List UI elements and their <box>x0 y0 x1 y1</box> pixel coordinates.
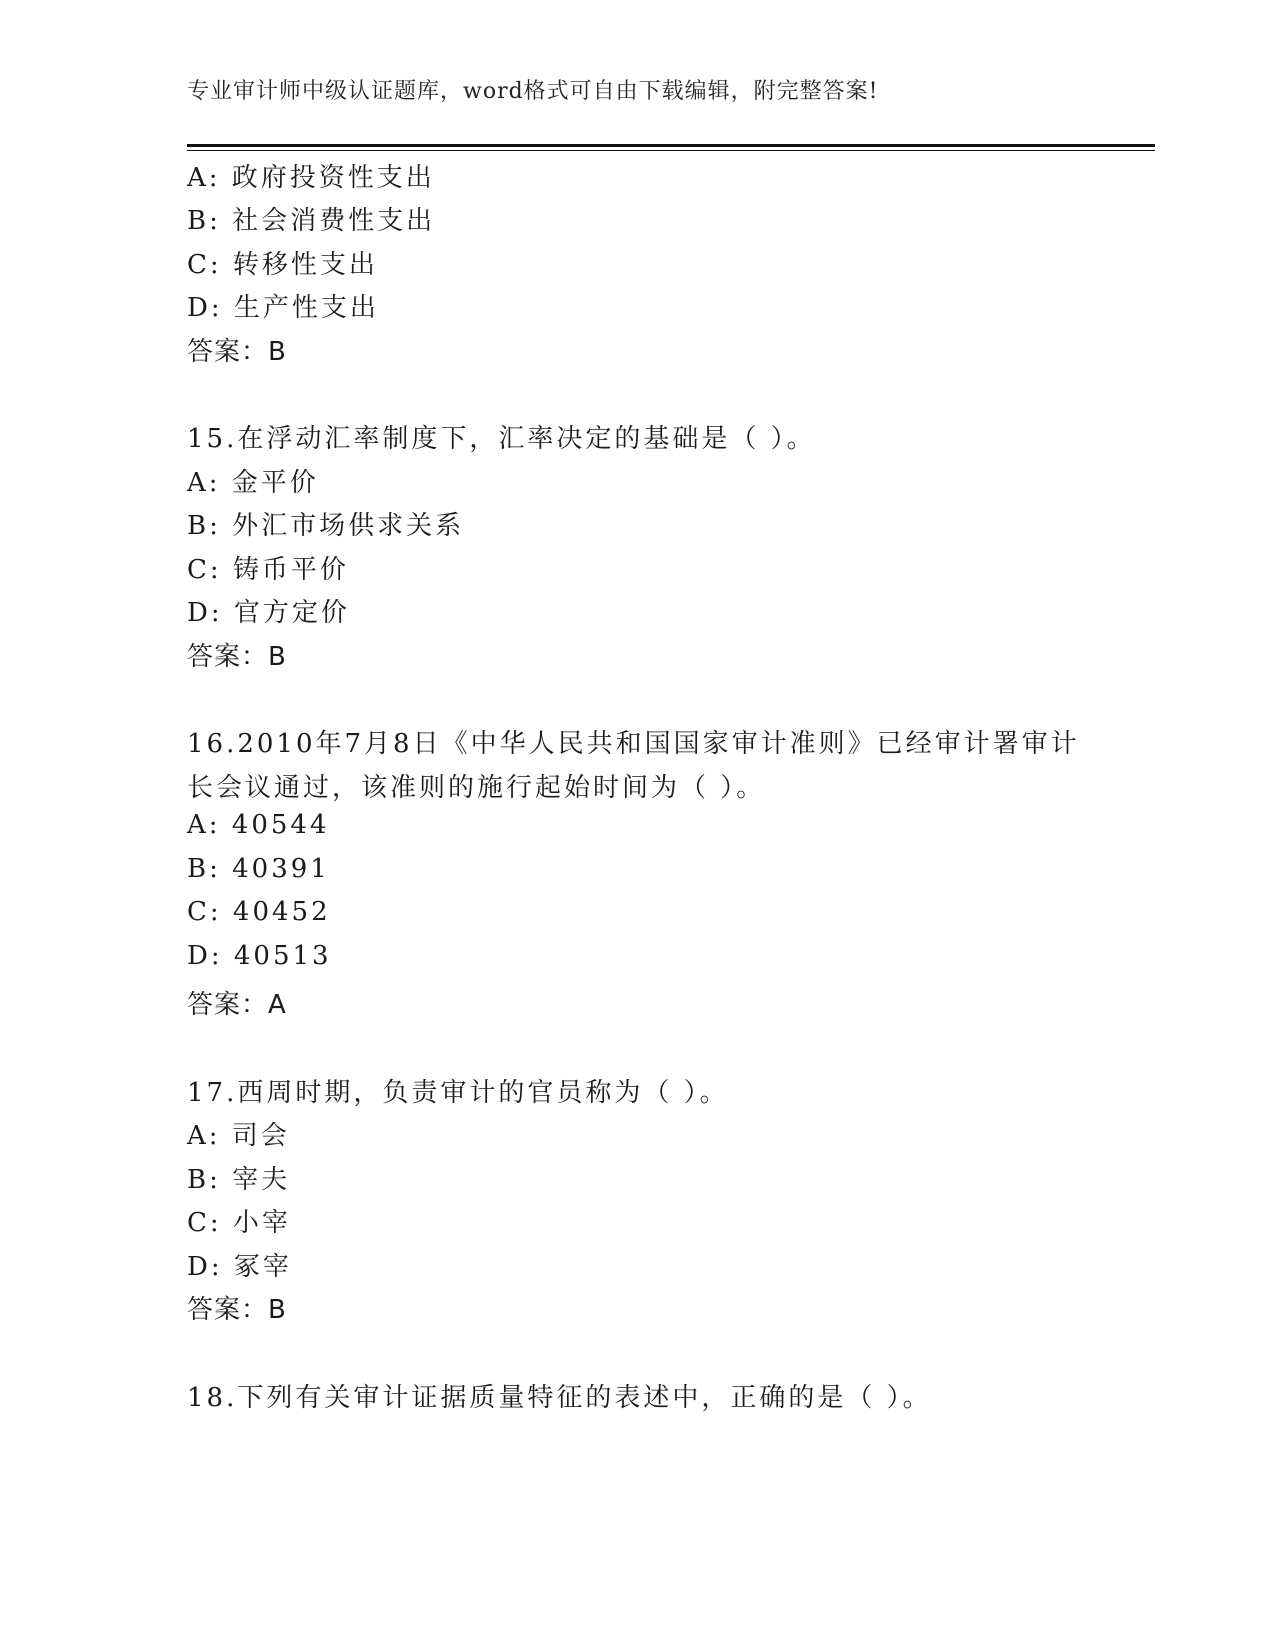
header-divider-thin <box>187 150 1155 151</box>
q16-option-d: D: 40513 <box>187 941 332 971</box>
q17-answer: 答案：B <box>187 1295 287 1325</box>
q17-option-a: A: 司会 <box>187 1121 290 1151</box>
q14-answer: 答案：B <box>187 337 287 367</box>
q17-stem: 17.西周时期，负责审计的官员称为（ ）。 <box>187 1078 729 1108</box>
q14-option-a: A: 政府投资性支出 <box>187 163 435 193</box>
q15-option-d: D: 官方定价 <box>187 598 350 628</box>
q15-option-c: C: 铸币平价 <box>187 555 349 585</box>
q14-option-d: D: 生产性支出 <box>187 293 379 323</box>
q16-option-c: C: 40452 <box>187 897 331 927</box>
q16-option-b: B: 40391 <box>187 854 330 884</box>
q15-stem: 15.在浮动汇率制度下，汇率决定的基础是（ ）。 <box>187 424 816 454</box>
q14-option-b: B: 社会消费性支出 <box>187 206 436 236</box>
page-header: 专业审计师中级认证题库，word格式可自由下载编辑，附完整答案! <box>187 79 879 104</box>
q15-option-b: B: 外汇市场供求关系 <box>187 511 465 541</box>
q16-stem-line2: 长会议通过，该准则的施行起始时间为（ ）。 <box>187 773 766 803</box>
q16-answer: 答案：A <box>187 990 287 1020</box>
q17-option-d: D: 冢宰 <box>187 1252 292 1282</box>
q16-stem-line1: 16.2010年7月8日《中华人民共和国国家审计准则》已经审计署审计 <box>187 729 1080 759</box>
q17-option-c: C: 小宰 <box>187 1208 291 1238</box>
q15-option-a: A: 金平价 <box>187 468 319 498</box>
header-divider-thick <box>187 144 1155 147</box>
q18-stem: 18.下列有关审计证据质量特征的表述中，正确的是（ ）。 <box>187 1383 932 1413</box>
q15-answer: 答案：B <box>187 642 287 672</box>
q17-option-b: B: 宰夫 <box>187 1165 291 1195</box>
q14-option-c: C: 转移性支出 <box>187 250 378 280</box>
q16-option-a: A: 40544 <box>187 810 330 840</box>
